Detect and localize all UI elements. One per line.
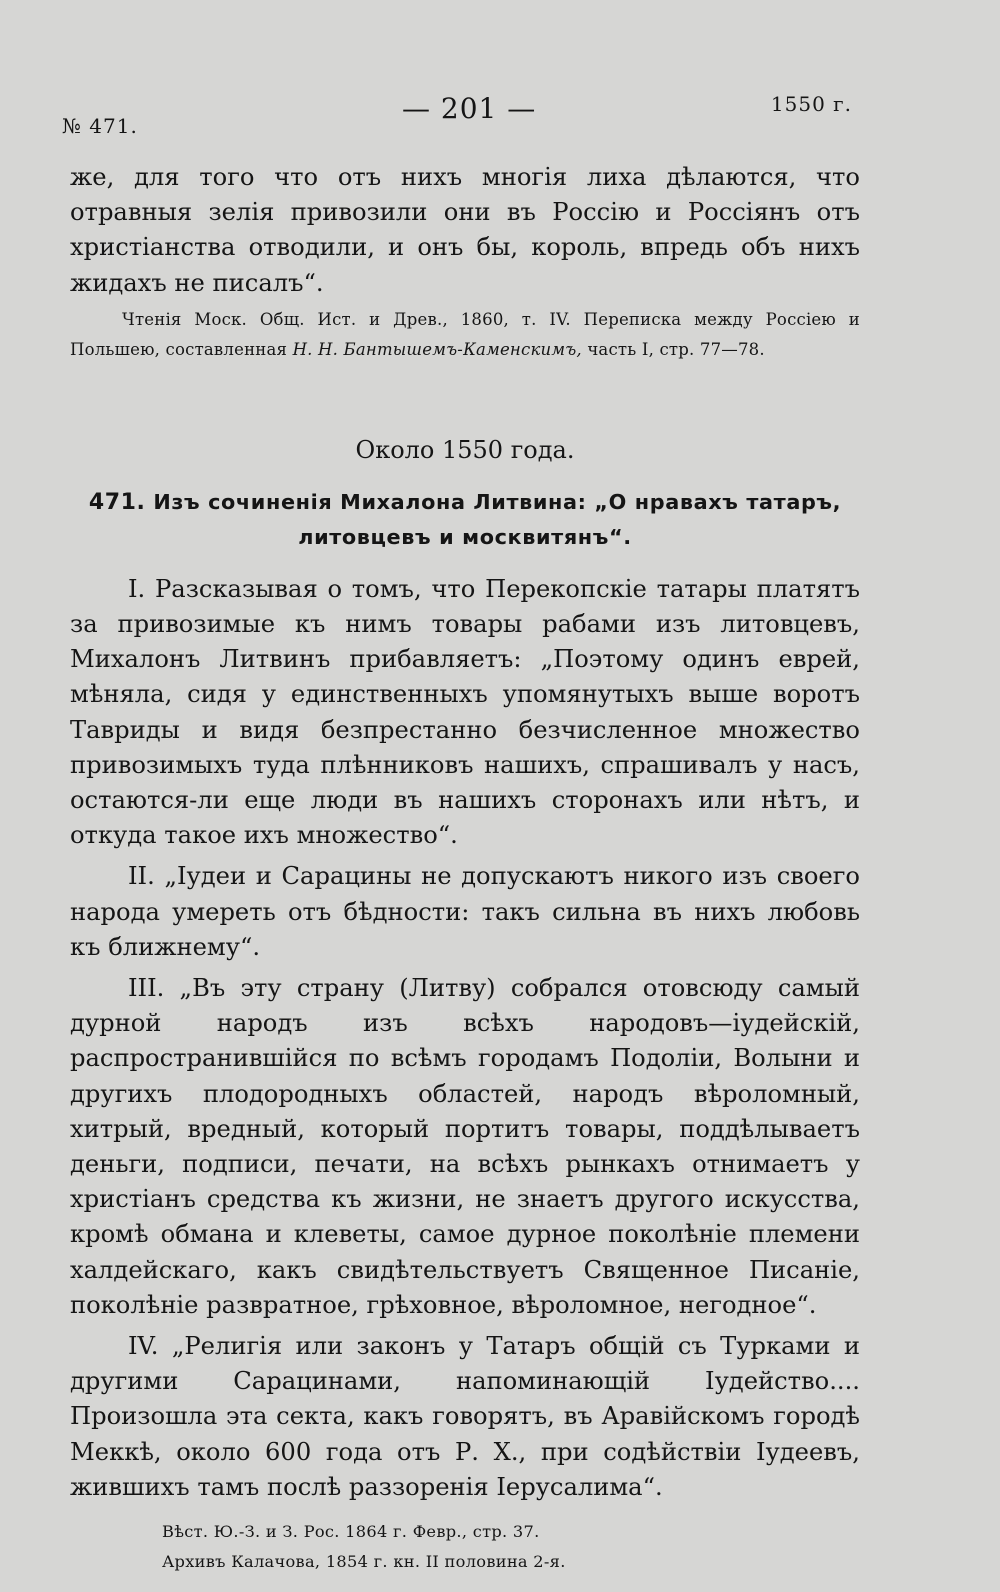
paragraph-4: IV. „Религія или законъ у Татаръ общій съ Турками и другими Сарацинами, напоминающій Іудейство.... Произошла эта секта, какъ говорятъ, въ Аравійскомъ городѣ Меккѣ, около 600 года отъ Р. Х., при содѣйствіи Іудеевъ, жившихъ тамъ послѣ раззоренія Іерусалима“.	[70, 1332, 860, 1501]
paragraph-2: II. „Іудеи и Сарацины не допускаютъ никого изъ своего народа умереть отъ бѣдности: такъ сильна въ нихъ любовь къ ближнему“.	[70, 862, 860, 961]
source-line-2: Архивъ Калачова, 1854 г. кн. II половина 2-я.	[162, 1552, 566, 1572]
document-title-text: Изъ сочиненія Михалона Литвина: „О нравахъ татаръ, литовцевъ и москвитянъ“.	[153, 489, 842, 549]
citation-author: Н. Н. Бантышемъ-Каменскимъ,	[292, 339, 582, 359]
section-date: Около 1550 года.	[355, 435, 575, 464]
year-header: 1550 г.	[770, 92, 852, 116]
paragraph-1: I. Разсказывая о томъ, что Перекопскіе татары платятъ за привозимые къ нимъ товары рабами изъ литовцевъ, Михалонъ Литвинъ прибавляетъ: „Поэтому одинъ еврей, мѣняла, сидя у единственныхъ упомянутыхъ выше воротъ Тавриды и видя безпрестанно безчисленное множество привозимыхъ туда плѣнниковъ нашихъ, спрашивалъ у насъ, остаются-ли еще люди въ нашихъ сторонахъ или нѣтъ, и откуда такое ихъ множество“.	[70, 574, 860, 850]
page-number: — 201 —	[402, 92, 537, 125]
citation-tail: часть I, стр. 77—78.	[587, 339, 765, 359]
doc-number-header: № 471.	[62, 114, 138, 138]
running-head	[62, 86, 852, 146]
citation	[70, 305, 860, 365]
sources	[70, 1517, 860, 1577]
source-line-1: Вѣст. Ю.-З. и З. Рос. 1864 г. Февр., стр. 37.	[162, 1522, 540, 1542]
paragraph-3: III. „Въ эту страну (Литву) собрался отовсюду самый дурной народъ изъ всѣхъ народовъ—іудейскій, распространившійся по всѣмъ городамъ Подоліи, Волыни и другихъ плодородныхъ областей, народъ вѣроломный, хитрый, вредный, который портитъ товары, поддѣлываетъ деньги, подписи, печати, на всѣхъ рынкахъ отнимаетъ у христіанъ средства къ жизни, не знаетъ другого искусства, кромѣ обмана и клеветы, самое дурное поколѣніе племени халдейскаго, какъ свидѣтельствуетъ Священное Писаніе, поколѣніе развратное, грѣховное, вѣроломное, негодное“.	[70, 974, 860, 1319]
page-content	[70, 160, 860, 1577]
document-title	[70, 485, 860, 554]
citation-main: Чтенія Моск. Общ. Ист. и Древ., 1860, т. IV. Переписка между Россіею и Польшею, составленная	[70, 309, 860, 359]
continuation-text: же, для того что отъ нихъ многія лиха дѣлаются, что отравныя зелія привозили они въ Россію и Россіянъ отъ христіанства отводили, и онъ бы, король, впредь объ нихъ жидахъ не писалъ“.	[70, 163, 860, 297]
document-number: 471.	[88, 489, 146, 515]
